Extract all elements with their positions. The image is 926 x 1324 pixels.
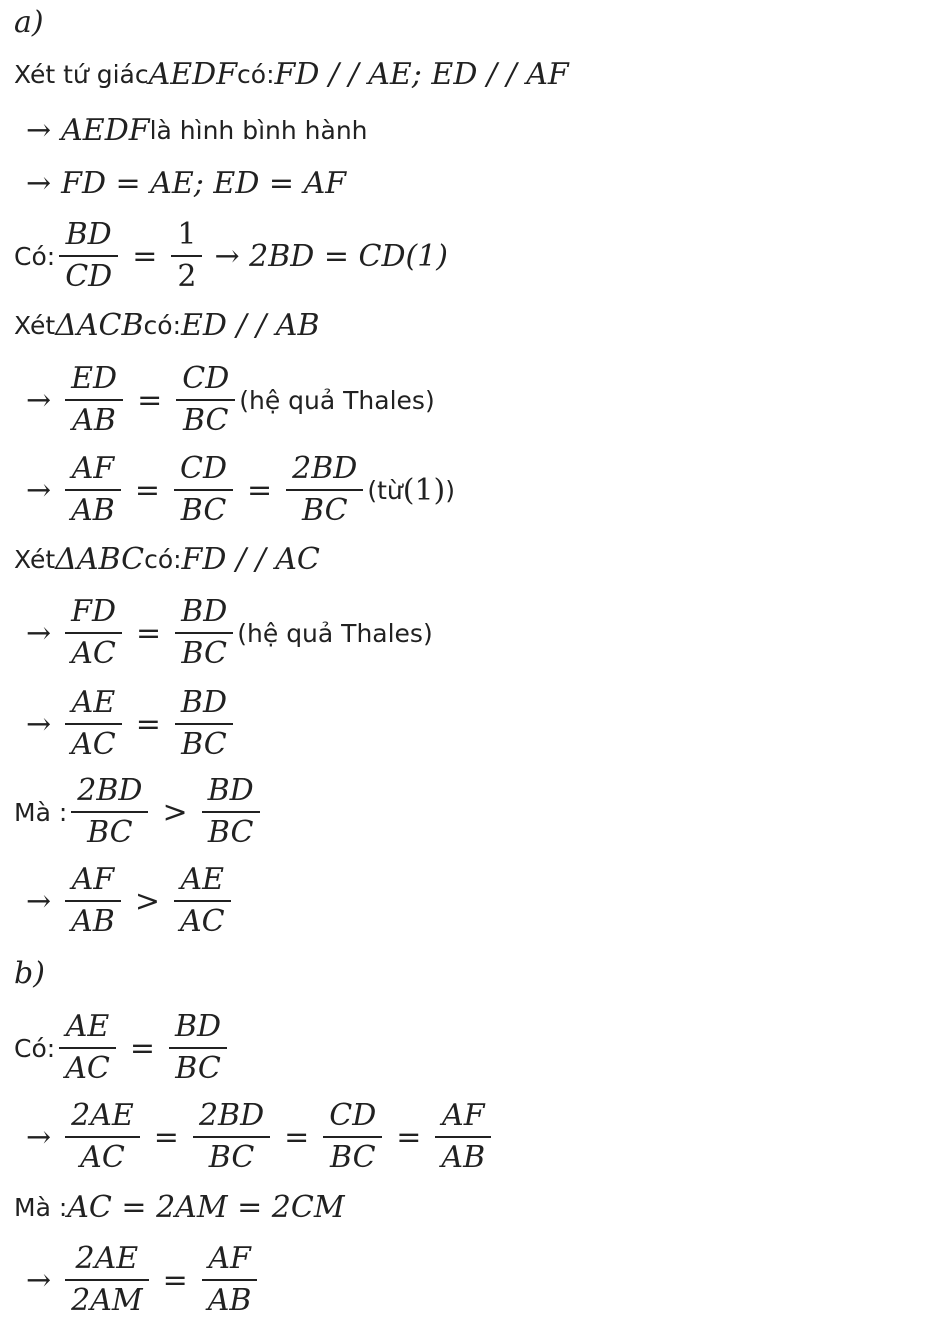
numerator: BD: [65, 217, 112, 252]
line-2: [26, 110, 368, 150]
numerator: AF: [208, 1241, 251, 1276]
denominator: BC: [208, 1140, 255, 1175]
line-1-mid: có:: [237, 59, 275, 89]
denominator: AC: [180, 904, 225, 939]
numerator: AE: [71, 685, 116, 720]
denominator: BC: [181, 727, 227, 762]
line-1-pre: Xét tứ giác: [14, 59, 149, 89]
numerator: CD: [182, 361, 230, 396]
numerator: 2AE: [71, 1098, 134, 1133]
line-9: [26, 591, 433, 675]
fraction: [71, 771, 148, 853]
fraction: [65, 683, 122, 765]
denominator: AB: [207, 1283, 252, 1318]
numerator: 2BD: [198, 1098, 265, 1133]
line-15-math: AC = 2AM = 2CM: [67, 1189, 345, 1225]
line-4: [14, 214, 448, 298]
fraction: [65, 359, 123, 441]
equals-sign: =: [134, 472, 160, 508]
fraction: [202, 771, 260, 853]
line-3: [26, 163, 346, 203]
fraction: [193, 1096, 270, 1178]
fraction: [323, 1096, 382, 1178]
fraction: [286, 449, 363, 531]
numerator: BD: [181, 594, 228, 629]
line-14: [26, 1095, 495, 1179]
fraction: [174, 449, 233, 531]
greater-than-sign: >: [162, 794, 188, 830]
line-7: [26, 448, 455, 532]
line-5-math-1: ΔACB: [55, 307, 144, 343]
denominator: BC: [87, 815, 133, 850]
equals-sign: =: [129, 1030, 155, 1066]
numerator: FD: [71, 594, 117, 629]
denominator: BC: [182, 403, 229, 438]
fraction: [65, 1096, 140, 1178]
line-15: [14, 1187, 345, 1227]
numerator: 1: [177, 217, 197, 252]
fraction: [65, 1239, 148, 1321]
arrow-icon: →: [26, 165, 52, 201]
denominator: AB: [71, 904, 115, 939]
denominator: AC: [80, 1140, 125, 1175]
numerator: 2AE: [75, 1241, 139, 1276]
line-10: [26, 682, 237, 766]
equals-sign: =: [284, 1119, 310, 1155]
denominator: BC: [207, 815, 254, 850]
line-5-pre: Xét: [14, 310, 56, 340]
denominator: AC: [71, 636, 116, 671]
fraction: [176, 359, 235, 441]
fraction: [65, 860, 121, 942]
denominator: AB: [441, 1140, 486, 1175]
line-7-note-pre: (từ: [367, 475, 403, 505]
denominator: AB: [71, 493, 115, 528]
arrow-icon: →: [26, 615, 52, 651]
line-4-rest: → 2BD = CD(1): [214, 238, 449, 274]
equals-sign: =: [137, 382, 163, 418]
numerator: AE: [65, 1009, 110, 1044]
equals-sign: =: [136, 615, 162, 651]
fraction: [65, 449, 121, 531]
denominator: BC: [180, 493, 227, 528]
line-12: [26, 859, 235, 943]
denominator: BC: [181, 636, 227, 671]
fraction: [174, 860, 231, 942]
fraction: [175, 592, 233, 674]
line-6: [26, 358, 435, 442]
line-2-text: là hình bình hành: [149, 115, 368, 145]
arrow-icon: →: [26, 706, 52, 742]
line-13-pre: Có:: [14, 1033, 56, 1063]
line-1-math-2: FD / / AE; ED / / AF: [274, 56, 569, 92]
line-16: [26, 1238, 261, 1322]
line-7-note-post: ): [445, 475, 456, 505]
denominator: AC: [65, 1051, 110, 1086]
part-a-text: a): [14, 4, 44, 40]
denominator: BC: [175, 1051, 221, 1086]
line-8-pre: Xét: [14, 544, 56, 574]
line-9-note: (hệ quả Thales): [237, 618, 433, 648]
equals-sign: =: [135, 706, 161, 742]
arrow-icon: →: [26, 472, 52, 508]
fraction: [435, 1096, 491, 1178]
line-5-mid: có:: [143, 310, 181, 340]
denominator: BC: [329, 1140, 376, 1175]
line-8-mid: có:: [144, 544, 182, 574]
line-5-math-2: ED / / AB: [181, 307, 320, 343]
line-6-note: (hệ quả Thales): [239, 385, 435, 415]
line-1: [14, 54, 569, 94]
line-2-math: AEDF: [61, 112, 150, 148]
denominator: BC: [301, 493, 348, 528]
fraction: [171, 215, 202, 297]
denominator: AC: [71, 727, 116, 762]
line-8-math-2: FD / / AC: [181, 541, 320, 577]
arrow-icon: →: [26, 112, 52, 148]
fraction: [169, 1007, 227, 1089]
arrow-icon: →: [26, 382, 52, 418]
line-8-math-1: ΔABC: [55, 541, 145, 577]
numerator: ED: [71, 361, 118, 396]
numerator: AF: [71, 862, 115, 897]
numerator: BD: [207, 773, 254, 808]
arrow-icon: →: [26, 1119, 52, 1155]
numerator: BD: [174, 1009, 222, 1044]
fraction: [175, 683, 233, 765]
numerator: AE: [180, 862, 225, 897]
fraction: [59, 1007, 116, 1089]
line-8: [14, 539, 320, 579]
equals-sign: =: [153, 1119, 179, 1155]
part-a-label: [14, 2, 44, 42]
fraction: [65, 592, 122, 674]
line-15-pre: Mà :: [14, 1192, 68, 1222]
arrow-icon: →: [26, 883, 52, 919]
equals-sign: =: [132, 238, 158, 274]
numerator: AF: [442, 1098, 485, 1133]
denominator: 2AM: [71, 1283, 143, 1318]
greater-than-sign: >: [134, 883, 160, 919]
line-4-pre: Có:: [14, 241, 56, 271]
line-13: [14, 1006, 231, 1090]
equals-sign: =: [162, 1262, 188, 1298]
equals-sign: =: [396, 1119, 422, 1155]
fraction: [59, 215, 118, 297]
line-7-note-math: (1): [402, 472, 446, 508]
numerator: 2BD: [292, 451, 358, 486]
fraction: [202, 1239, 258, 1321]
part-b-text: b): [14, 955, 45, 991]
arrow-icon: →: [26, 1262, 52, 1298]
line-11-pre: Mà :: [14, 797, 68, 827]
line-5: [14, 305, 320, 345]
denominator: AB: [72, 403, 116, 438]
line-1-math-1: AEDF: [148, 56, 238, 92]
numerator: AF: [71, 451, 115, 486]
line-11: [14, 770, 264, 854]
line-3-math: FD = AE; ED = AF: [61, 165, 347, 201]
denominator: CD: [65, 259, 113, 294]
numerator: BD: [180, 685, 228, 720]
equals-sign: =: [247, 472, 273, 508]
numerator: 2BD: [77, 773, 143, 808]
denominator: 2: [177, 259, 197, 294]
numerator: CD: [180, 451, 228, 486]
part-b-label: [14, 953, 45, 993]
numerator: CD: [329, 1098, 377, 1133]
